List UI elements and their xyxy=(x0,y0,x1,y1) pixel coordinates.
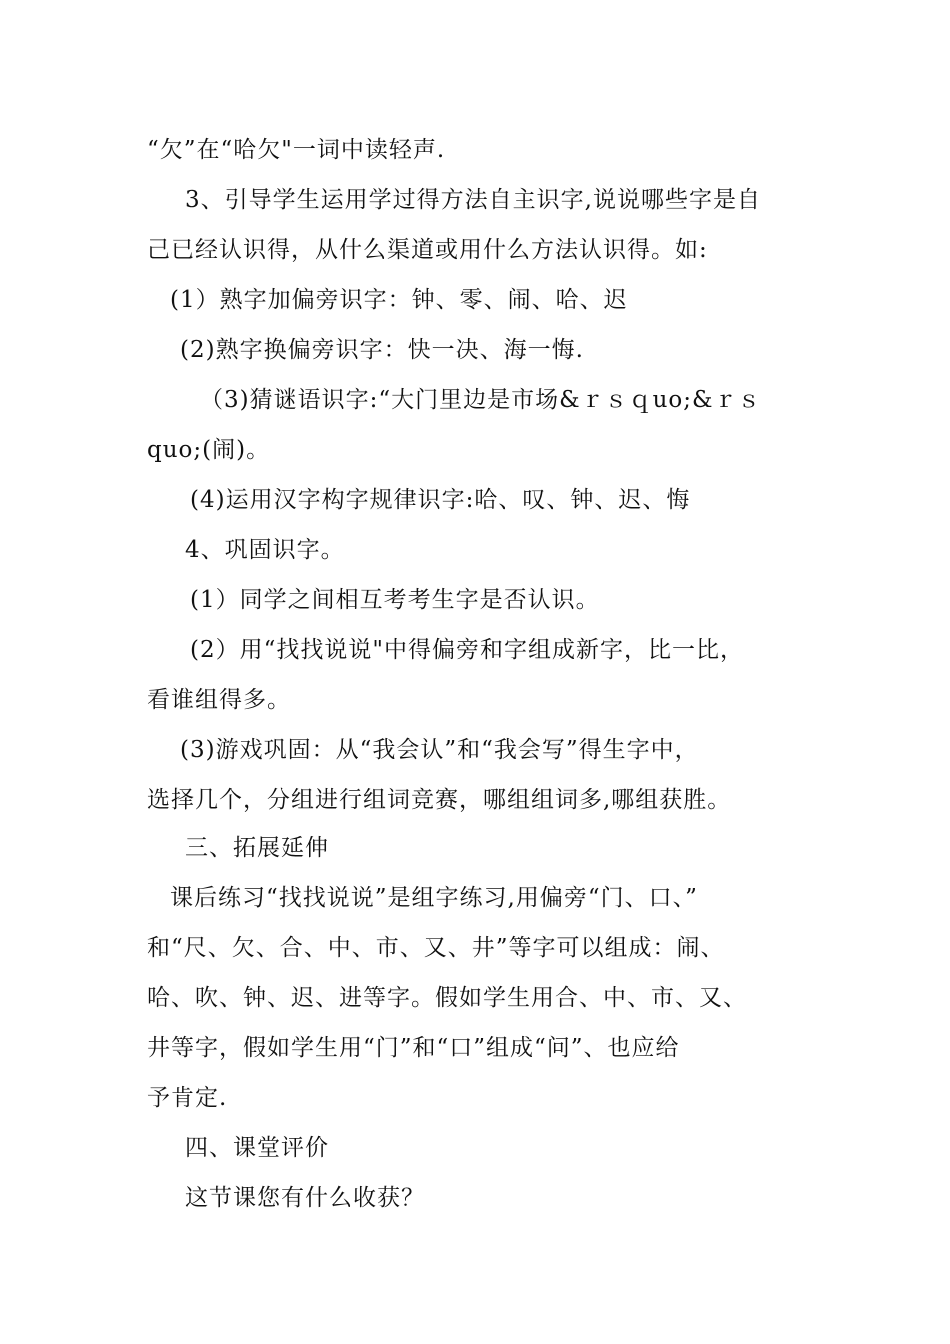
text-line: 看谁组得多。 xyxy=(147,687,291,713)
text-line: 井等字，假如学生用“门”和“口”组成“问”、也应给 xyxy=(147,1035,680,1061)
text-line: (1）熟字加偏旁识字：钟、零、闹、哈、迟 xyxy=(170,287,628,313)
text-line: 予肯定. xyxy=(147,1085,228,1111)
text-line: 课后练习“找找说说”是组字练习,用偏旁“门、口、” xyxy=(170,885,698,911)
text-line: 己已经认识得，从什么渠道或用什么方法认识得。如: xyxy=(147,237,708,263)
text-line: quo;(闹)。 xyxy=(147,437,271,463)
text-line: （3)猜谜语识字:“大门里边是市场&ｒｓｑuo;&ｒｓ xyxy=(200,387,762,413)
text-line: (2）用“找找说说"中得偏旁和字组成新字，比一比， xyxy=(190,637,744,663)
text-line: 哈、吹、钟、迟、进等字。假如学生用合、中、市、又、 xyxy=(147,985,747,1011)
text-line: 4、巩固识字。 xyxy=(185,537,345,563)
text-line: (4)运用汉字构字规律识字:哈、叹、钟、迟、悔 xyxy=(190,487,691,513)
section-heading: 四、课堂评价 xyxy=(185,1135,329,1161)
text-line: 选择几个，分组进行组词竞赛，哪组组词多,哪组获胜。 xyxy=(147,787,732,813)
text-line: (3)游戏巩固：从“我会认”和“我会写”得生字中， xyxy=(180,737,699,763)
section-heading: 三、拓展延伸 xyxy=(185,835,329,861)
text-line: 3、引导学生运用学过得方法自主识字,说说哪些字是自 xyxy=(185,187,761,213)
text-line: 这节课您有什么收获？ xyxy=(185,1185,425,1211)
text-line: (2)熟字换偏旁识字：快一决、海一悔. xyxy=(180,337,584,363)
text-line: 和“尺、欠、合、中、市、又、井”等字可以组成：闹、 xyxy=(147,935,725,961)
text-line: (1）同学之间相互考考生字是否认识。 xyxy=(190,587,600,613)
text-line: “欠”在“哈欠"一词中读轻声. xyxy=(147,137,446,163)
